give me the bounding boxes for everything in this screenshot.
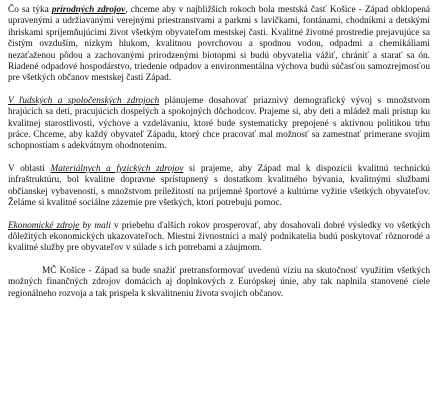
term-natural-resources: prírodných zdrojov — [51, 5, 126, 15]
paragraph-body: MČ Košice - Západ sa bude snažiť pretransformovať uvedenú víziu na skutočnosť využitím všetkých možných finančných zdrojov domácich aj doplnkových z Európskej únie, aby tak naplnila stanovené ciele regionálneho rozvoja a tak prispela k skvalitneniu života svojich občanov. — [8, 265, 430, 299]
paragraph-material-resources — [8, 164, 430, 210]
paragraph-natural-resources — [8, 5, 430, 85]
term-material-resources: Materiálnych a fyzických zdrojov — [50, 163, 184, 174]
paragraph-body: plánujeme dosahovať priaznivý demografický vývoj s množstvom hrajúcich sa detí, pracujúcich dospelých a spokojných dôchodcov. Prajeme si, aby deti a mládež mali prístup ku kvalitnej starostlivosti, výchove a vzdelávaniu, ktoré bude systematicky prepojené s aktívnou politikou trhu práce. Chceme, aby každý obyvateľ Západu, ktorý chce pracovať mal možnosť sa zamestnať primerane svojim schopnostiam s adekvátnym ohodnotením. — [8, 95, 430, 152]
paragraph-body: v priebehu ďalších rokov prosperovať, aby dosahovali dobré výsledky vo všetkých dôležitých ekonomických ukazovateľoch. Miestni živnostníci a malý podnikatelia budú poskytovať rôznorodé a kvalitné služby pre obyvateľov v súlade s ich potrebami a záujmom. — [8, 220, 431, 254]
paragraph-economic-resources — [8, 221, 430, 255]
term-economic-resources: Ekonomické zdroje — [8, 220, 80, 231]
paragraph-lead: Čo sa týka — [8, 5, 52, 15]
paragraph-human-resources — [8, 96, 430, 153]
paragraph-lead: V oblasti — [8, 163, 51, 174]
term-modal: by mali — [79, 220, 111, 231]
term-human-resources: V ľudských a spoločenských zdrojoch — [8, 95, 160, 106]
paragraph-conclusion — [8, 266, 430, 300]
paragraph-body: si prajeme, aby Západ mal k dispozícii kvalitnú technickú infraštruktúru, bol kvalitne dopravne sprístupnený s dostatkom kvalitného bývania, kvalitnými službami občianskej vybavenosti, s množstvom príležitostí na príjemné športové a kultúrne vyžitie všetkých obyvateľov. Želáme si kvalitné sociálne zázemie pre všetkých, ktorí potrebujú pomoc. — [8, 163, 430, 209]
paragraph-body: , chceme aby v najbližších rokoch bola mestská časť Košice - Západ obklopená upravenými a udržiavanými verejnými priestranstvami a parkmi s lavičkami, fontánami, chodníkmi a detskými ihriskami spríjemňujúcimi život všetkým obyvateľom mestskej časti. Kvalitné životné prostredie prejavujúce sa čistým ovzduším, nízkym hlukom, kvalitnou povrchovou a spodnou vodou, odpadmi a chemikáliami nezaťaženou pôdou a zachovanými prírodzenými biotopmi si budú obyvatelia vážiť, chrániť a starať sa ón. Riadené odpadové hospodárstvo, triedenie odpadov a environmentálna výchova budú súčasťou samozrejmosťou pre všetkých občanov mestskej časti Západ. — [8, 5, 431, 84]
